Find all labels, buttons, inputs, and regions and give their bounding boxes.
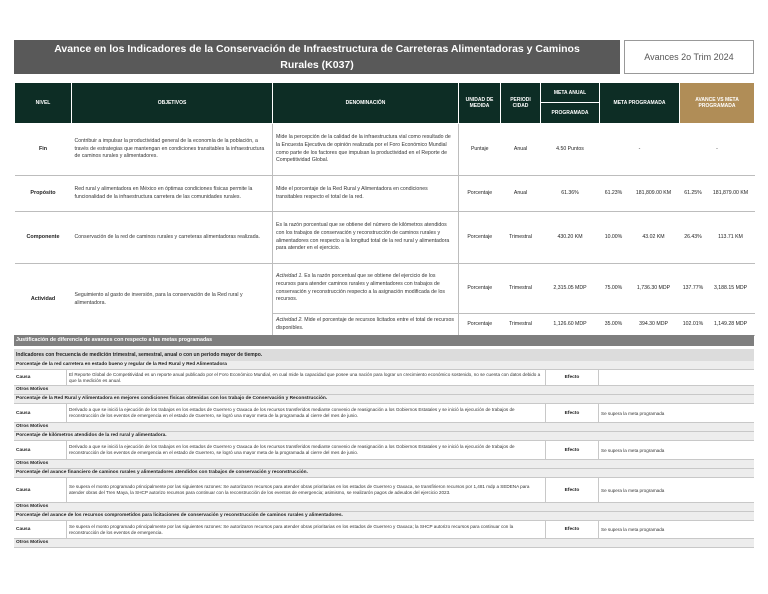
meta-val-cell: 181,809.00 KM xyxy=(628,176,680,212)
header-unidad: UNIDAD DE MEDIDA xyxy=(459,83,501,124)
justification-section xyxy=(14,335,754,548)
header-objetivos: OBJETIVOS xyxy=(72,83,273,124)
indicator-section-title: Porcentaje del avance de los recursos comprometidos para licitaciones de conservación y reconstrucción de caminos rurales y alimentadores. xyxy=(14,512,754,521)
causa-text: El Reporte Global de Competitividad es un reporte anual publicado por el Foro Económico Mundial, en cual mide la capacidad que posee una nación para lograr un crecimiento económico sostenido, no se cuenta con datos debido a que la medición es anual. xyxy=(66,370,546,385)
causa-label: Causa xyxy=(16,487,31,493)
otros-motivos: Otros Motivos xyxy=(14,423,754,432)
justification-subheader: Indicadores con frecuencia de medición trimestral, semestral, anual o con un periodo mayor de tiempo. xyxy=(14,349,754,361)
objetivo-cell: Contribuir a impulsar la productividad general de la economía de la población, a través de estrategias que mantengan en condiciones transitables la infraestructura de caminos rurales y alimentadores. xyxy=(72,124,273,176)
cause-row xyxy=(14,441,754,460)
indicator-section-title: Porcentaje del avance financiero de caminos rurales y alimentadores atendidos con trabajos de conservación y reconstrucción. xyxy=(14,469,754,478)
cause-row xyxy=(14,478,754,503)
meta-anual-cell: 61.36% xyxy=(541,176,600,212)
header-meta-anual: META ANUAL xyxy=(541,83,600,103)
header-programada: PROGRAMADA xyxy=(541,103,600,124)
avance-val-cell: 3,188.15 MDP xyxy=(707,264,755,314)
efecto-label: Efecto xyxy=(546,478,599,502)
justification-header: Justificación de diferencia de avances con respecto a las metas programadas xyxy=(14,335,754,346)
causa-text: Derivado a que se inició la ejecución de los trabajos en los estados de Guerrero y Oaxaca de los recursos transferidos mediante convenio de reasignación a los Gobiernos Estatales y se inició la ejecución de trabajos de reconstrucción de los eventos de emergencia en el estado de Guerrero, se logró una mayor meta de la programada al cierre del mes de junio. xyxy=(66,404,546,422)
nivel-cell: Componente xyxy=(15,212,72,264)
meta-anual-cell: 4.50 Puntos xyxy=(541,124,600,176)
indicator-section-title: Porcentaje de kilómetros atendidos de la red rural y alimentadora. xyxy=(14,432,754,441)
meta-pct-cell: 75.00% xyxy=(600,264,628,314)
cause-row xyxy=(14,404,754,423)
meta-pct-cell: 10.00% xyxy=(600,212,628,264)
table-row xyxy=(15,124,755,176)
denominacion-cell: Mide el porcentaje de la Red Rural y Alimentadora en condiciones transitables respecto el total de la red. xyxy=(273,176,459,212)
denominacion-cell: Es la razón porcentual que se obtiene del número de kilómetros atendidos con los trabajos de conservación y reconstrucción de caminos rurales y alimentadores con respecto a la longitud total de la red rural y alimentadora para atender en el ejercicio. xyxy=(273,212,459,264)
meta-val-cell: 43.02 KM xyxy=(628,212,680,264)
efecto-text: Se supera la meta programada xyxy=(601,487,665,493)
otros-motivos: Otros Motivos xyxy=(14,386,754,395)
efecto-label: Efecto xyxy=(546,404,599,422)
header-periodicidad: PERIODI CIDAD xyxy=(501,83,541,124)
denominacion-cell: Mide la percepción de la calidad de la infraestructura vial como resultado de la Encuesta Ejecutiva de opinión realizada por el Foro Económico Mundial como parte de los factores que impulsan la productividad en el Reporte de Competitividad Global. xyxy=(273,124,459,176)
avance-val-cell: 181,879.00 KM xyxy=(707,176,755,212)
otros-motivos: Otros Motivos xyxy=(14,539,754,548)
avance-val-cell: 113.71 KM xyxy=(707,212,755,264)
meta-val-cell: 1,736.30 MDP xyxy=(628,264,680,314)
page-title xyxy=(14,40,620,74)
cause-row xyxy=(14,370,754,386)
otros-motivos: Otros Motivos xyxy=(14,503,754,512)
header-denominacion: DENOMINACIÓN xyxy=(273,83,459,124)
unidad-cell: Porcentaje xyxy=(459,212,501,264)
causa-text: Se supera el monto programado principalmente por las siguientes razones: Se autorizaron recursos para atender obras prioritarias en los estados de Guerrero y Oaxaca, se transfirieron recursos por 1,481 mdp a SEDENA para atender obras del Tren Maya, la SHCP autorizo recursos para continuar con la reconstrucción de los eventos de emergencia; asimismo, se realizarón pagos de adeudos del ejercicio 2023. xyxy=(66,478,546,502)
table-row xyxy=(15,264,755,314)
indicators-table xyxy=(14,82,755,336)
unidad-cell: Porcentaje xyxy=(459,176,501,212)
meta-pct-cell: - xyxy=(600,124,680,176)
actividad-label: Actividad 2. xyxy=(276,316,303,323)
efecto-text: Se supera la meta programada xyxy=(601,410,665,416)
avance-pct-cell: - xyxy=(680,124,755,176)
header-meta-programada: META PROGRAMADA xyxy=(600,83,680,124)
periodicidad-cell: Anual xyxy=(501,176,541,212)
causa-label: Causa xyxy=(16,447,31,453)
causa-label: Causa xyxy=(16,527,31,532)
avance-pct-cell: 61.25% xyxy=(680,176,707,212)
denominacion-text: Mide el porcentaje de recursos licitados entre el total de recursos disponibles. xyxy=(276,316,454,331)
cause-row xyxy=(14,521,754,539)
efecto-text: Se supera la meta programada xyxy=(601,447,665,453)
page-title-text: Avance en los Indicadores de la Conservación de Infraestructura de Carreteras Alimentadoras y Caminos Rurales (K037) xyxy=(54,43,580,71)
objetivo-cell: Red rural y alimentadora en México en óptimas condiciones físicas permite la funcionalidad de la infraestructura carretera de las comunidades rurales. xyxy=(72,176,273,212)
causa-label: Causa xyxy=(16,375,31,380)
meta-anual-cell: 1,126.60 MDP xyxy=(541,314,600,336)
avance-pct-cell: 26.43% xyxy=(680,212,707,264)
nivel-cell: Fin xyxy=(15,124,72,176)
denominacion-cell xyxy=(273,314,459,336)
denominacion-cell xyxy=(273,264,459,314)
meta-pct-cell: 35.00% xyxy=(600,314,628,336)
causa-text: Se supera el monto programado principalmente por las siguientes razones: Se autorizaron recursos para atender obras prioritarias en los estados de Guerrero y Oaxaca; la SHCP autorizo recursos para continuar con la reconstrucción de los eventos de emergencia. xyxy=(66,521,546,538)
table-row xyxy=(15,176,755,212)
meta-pct-cell: 61.23% xyxy=(600,176,628,212)
table-row xyxy=(15,212,755,264)
efecto-text: Se supera la meta programada xyxy=(601,527,665,532)
efecto-label: Efecto xyxy=(546,441,599,459)
periodicidad-cell: Trimestral xyxy=(501,264,541,314)
meta-anual-cell: 2,315.05 MDP xyxy=(541,264,600,314)
unidad-cell: Puntaje xyxy=(459,124,501,176)
nivel-cell: Actividad xyxy=(15,264,72,336)
header-avance-vs: AVANCE VS META PROGRAMADA xyxy=(680,83,755,124)
header-nivel: NIVEL xyxy=(15,83,72,124)
efecto-label: Efecto xyxy=(546,370,599,385)
avance-pct-cell: 102.01% xyxy=(680,314,707,336)
actividad-label: Actividad 1. xyxy=(276,273,303,280)
unidad-cell: Porcentaje xyxy=(459,264,501,314)
avance-val-cell: 1,149.28 MDP xyxy=(707,314,755,336)
avance-pct-cell: 137.77% xyxy=(680,264,707,314)
efecto-text xyxy=(599,370,754,385)
indicator-section-title: Porcentaje de la red carretera en estado bueno y regular de la Red Rural y Red Alimentadora xyxy=(14,361,754,370)
objetivo-cell: Seguimiento al gasto de inversión, para la conservación de la Red rural y alimentadora. xyxy=(72,264,273,336)
periodicidad-cell: Trimestral xyxy=(501,212,541,264)
otros-motivos: Otros Motivos xyxy=(14,460,754,469)
nivel-cell: Propósito xyxy=(15,176,72,212)
meta-val-cell: 394.30 MDP xyxy=(628,314,680,336)
periodicidad-cell: Anual xyxy=(501,124,541,176)
causa-label: Causa xyxy=(16,410,31,416)
causa-text: Derivado a que se inició la ejecución de los trabajos en los estados de Guerrero y Oaxaca de los recursos transferidos mediante convenio de reasignación a los Gobiernos Estatales y se inició la ejecución de trabajos de reconstrucción de los eventos de emergencia en el estado de Guerrero, se logró una mayor meta de la programada al cierre del mes de junio. xyxy=(66,441,546,459)
objetivo-cell: Conservación de la red de caminos rurales y carreteras alimentadoras realizada. xyxy=(72,212,273,264)
periodicidad-cell: Trimestral xyxy=(501,314,541,336)
efecto-label: Efecto xyxy=(546,521,599,538)
indicator-section-title: Porcentaje de la Red Rural y Alimentadora en mejores condiciones físicas obtenidas con los trabajo de Conservación y Reconstrucción. xyxy=(14,395,754,404)
period-label: Avances 2o Trim 2024 xyxy=(624,40,754,74)
unidad-cell: Porcentaje xyxy=(459,314,501,336)
meta-anual-cell: 430.20 KM xyxy=(541,212,600,264)
denominacion-text: Es la razón porcentual que se obtiene del ejercicio de los recursos para atender caminos rurales y alimentadores con trabajos de conservación y reconstrucción respecto a la asignación modificada de los recursos. xyxy=(276,273,445,303)
